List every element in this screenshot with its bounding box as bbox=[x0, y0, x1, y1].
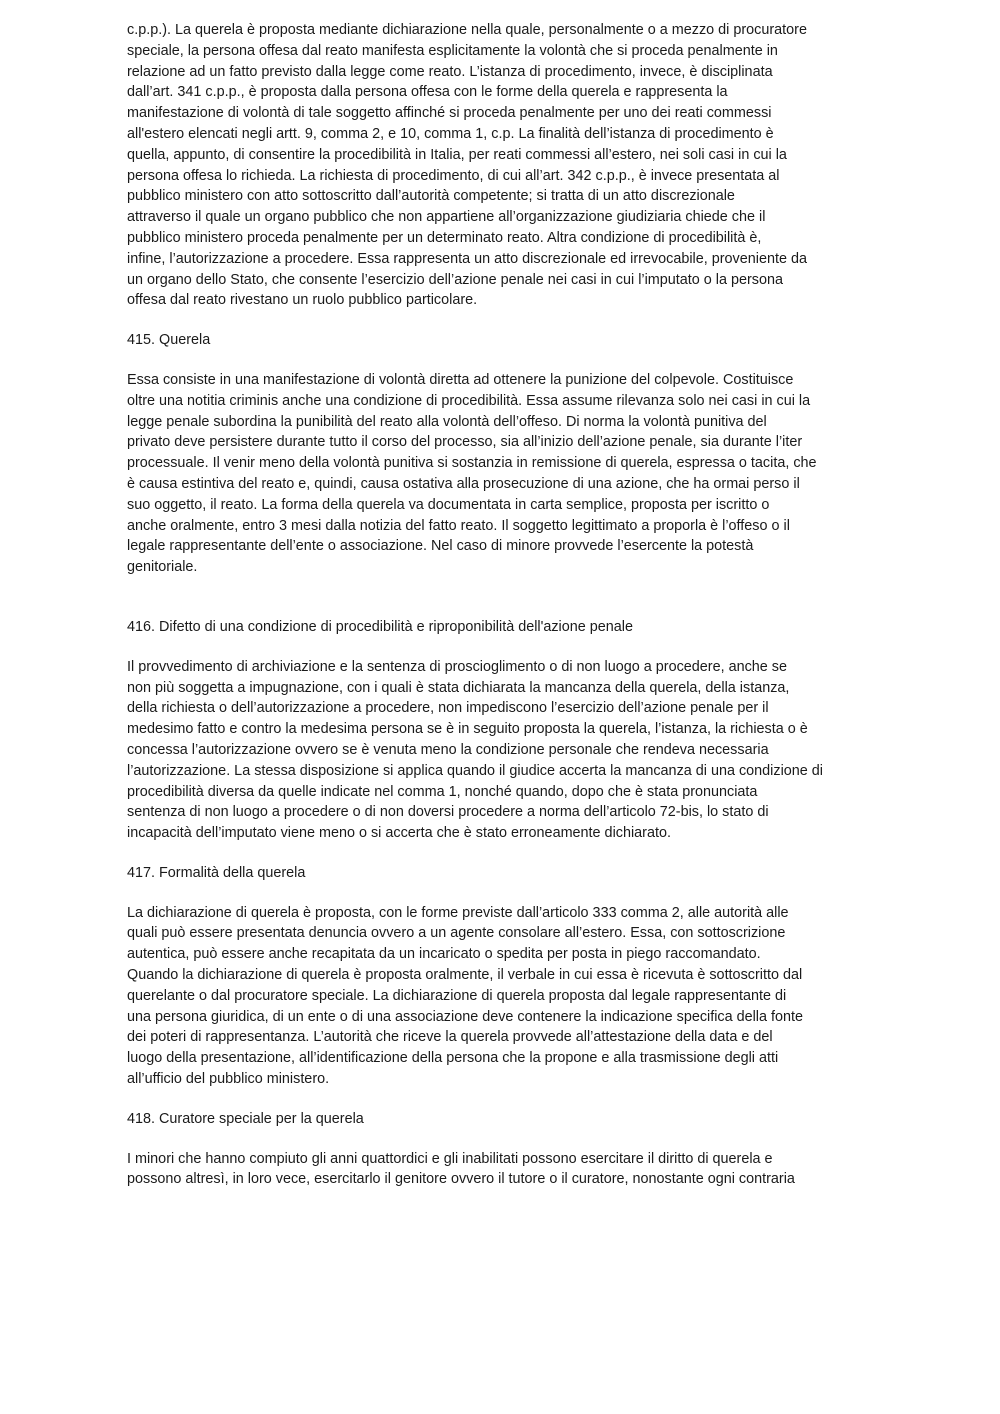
text-line: un organo dello Stato, che consente l’esercizio dell’azione penale nei casi in cui l’imputato o la persona bbox=[127, 271, 783, 288]
text-line: Il provvedimento di archiviazione e la sentenza di proscioglimento o di non luogo a procedere, anche se bbox=[127, 658, 787, 675]
text-line: quella, appunto, di consentire la procedibilità in Italia, per reati commessi all’estero, nei soli casi in cui la bbox=[127, 146, 787, 163]
section-heading-417: 417. Formalità della querela bbox=[127, 864, 306, 881]
text-line: procedibilità diversa da quelle indicate nel comma 1, nonché quando, dopo che è stata pronunciata bbox=[127, 783, 758, 800]
section-heading-418: 418. Curatore speciale per la querela bbox=[127, 1110, 364, 1127]
intro-paragraph bbox=[127, 20, 869, 311]
text-line: persona offesa lo richieda. La richiesta di procedimento, di cui all’art. 342 c.p.p., è invece presentata al bbox=[127, 167, 780, 184]
text-line: La dichiarazione di querela è proposta, con le forme previste dall’articolo 333 comma 2, alle autorità alle bbox=[127, 904, 789, 921]
text-line: incapacità dell’imputato viene meno o si accerta che è stato erroneamente dichiarato. bbox=[127, 825, 671, 842]
text-line: privato deve persistere durante tutto il corso del processo, sia all’inizio dell’azione penale, sia durante l’iter bbox=[127, 434, 803, 451]
text-line: medesimo fatto e contro la medesima persona se è in seguito proposta la querela, l’istanza, la richiesta o è bbox=[127, 721, 808, 738]
text-line: manifestazione di volontà di tale soggetto affinché si proceda penalmente per uno dei reati commessi bbox=[127, 105, 772, 122]
text-line: è causa estintiva del reato e, quindi, causa ostativa alla prosecuzione di una azione, che ha ormai perso il bbox=[127, 475, 800, 492]
section-body-416 bbox=[127, 657, 869, 844]
text-line: dei poteri di rappresentanza. L’autorità che riceve la querela provvede all’attestazione della data e del bbox=[127, 1029, 773, 1046]
text-line: luogo della presentazione, all’identificazione della persona che la propone e alla trasmissione degli atti bbox=[127, 1050, 779, 1067]
text-line: pubblico ministero con atto sottoscritto dall’autorità competente; si tratta di un atto discrezionale bbox=[127, 188, 735, 205]
text-line: quali può essere presentata denuncia ovvero a un agente consolare all’estero. Essa, con sottoscrizione bbox=[127, 925, 786, 942]
text-line: una persona giuridica, di un ente o di una associazione deve contenere la indicazione specifica della fonte bbox=[127, 1008, 804, 1025]
text-line: della richiesta o dell’autorizzazione a procedere, non impediscono l’esercizio dell’azione penale per il bbox=[127, 700, 769, 717]
text-line: non più soggetta a impugnazione, con i quali è stata dichiarata la mancanza della querela, della istanza, bbox=[127, 679, 790, 696]
text-line: autentica, può essere anche recapitata da un incaricato o spedita per posta in piego raccomandato. bbox=[127, 946, 761, 963]
text-line: l’autorizzazione. La stessa disposizione si applica quando il giudice accerta la mancanza di una condizione di bbox=[127, 762, 823, 779]
text-line: anche oralmente, entro 3 mesi dalla notizia del fatto reato. Il soggetto legittimato a proporla è l’offeso o il bbox=[127, 517, 790, 534]
text-line: Quando la dichiarazione di querela è proposta oralmente, il verbale in cui essa è ricevuta è sottoscritto dal bbox=[127, 967, 803, 984]
text-line: genitoriale. bbox=[127, 559, 198, 576]
text-line: processuale. Il venir meno della volontà punitiva si sostanzia in remissione di querela, espressa o tacita, che bbox=[127, 455, 817, 472]
text-line: Essa consiste in una manifestazione di volontà diretta ad ottenere la punizione del colpevole. Costituisce bbox=[127, 371, 794, 388]
section-body-415 bbox=[127, 370, 869, 578]
text-line: attraverso il quale un organo pubblico che non appartiene all’organizzazione giudiziaria chiede che il bbox=[127, 209, 766, 226]
text-line: legge penale subordina la punibilità del reato alla volontà dell’offeso. Di norma la volontà punitiva del bbox=[127, 413, 767, 430]
text-line: sentenza di non luogo a procedere o di non doversi procedere a norma dell’articolo 72-bis, lo stato di bbox=[127, 804, 769, 821]
text-line: I minori che hanno compiuto gli anni quattordici e gli inabilitati possono esercitare il diritto di querela e bbox=[127, 1150, 773, 1167]
section-body-417 bbox=[127, 903, 869, 1090]
text-line: concessa l’autorizzazione ovvero se è venuta meno la condizione personale che rendeva necessaria bbox=[127, 741, 769, 758]
text-line: oltre una notitia criminis anche una condizione di procedibilità. Essa assume rilevanza solo nei casi in cui la bbox=[127, 392, 811, 409]
text-line: suo oggetto, il reato. La forma della querela va documentata in carta semplice, proposta per iscritto o bbox=[127, 496, 770, 513]
text-line: possono altresì, in loro vece, esercitarlo il genitore ovvero il tutore o il curatore, nonostante ogni contraria bbox=[127, 1171, 795, 1188]
text-line: c.p.p.). La querela è proposta mediante dichiarazione nella quale, personalmente o a mezzo di procuratore bbox=[127, 22, 807, 38]
text-line: querelante o dal procuratore speciale. La dichiarazione di querela proposta dal legale rappresentante di bbox=[127, 987, 787, 1004]
text-line: dall’art. 341 c.p.p., è proposta dalla persona offesa con le forme della querela e rappresenta la bbox=[127, 84, 728, 101]
text-line: legale rappresentante dell’ente o associazione. Nel caso di minore provvede l’esercente la potestà bbox=[127, 538, 754, 555]
text-line: infine, l’autorizzazione a procedere. Essa rappresenta un atto discrezionale ed irrevocabile, proveniente da bbox=[127, 250, 807, 267]
section-heading-415: 415. Querela bbox=[127, 332, 211, 349]
text-line: speciale, la persona offesa dal reato manifesta esplicitamente la volontà che si proceda penalmente in bbox=[127, 42, 778, 59]
section-body-418 bbox=[127, 1149, 869, 1191]
text-line: offesa dal reato rivestano un ruolo pubblico particolare. bbox=[127, 292, 478, 309]
text-line: all'estero elencati negli artt. 9, comma 2, e 10, comma 1, c.p. La finalità dell’istanza di procedimento è bbox=[127, 125, 774, 142]
text-line: pubblico ministero proceda penalmente per un determinato reato. Altra condizione di procedibilità è, bbox=[127, 229, 762, 246]
text-line: all’ufficio del pubblico ministero. bbox=[127, 1071, 330, 1088]
text-line: relazione ad un fatto previsto dalla legge come reato. L’istanza di procedimento, invece, è disciplinata bbox=[127, 63, 773, 80]
document-page bbox=[127, 20, 869, 1190]
section-heading-416: 416. Difetto di una condizione di procedibilità e riproponibilità dell'azione penale bbox=[127, 618, 633, 635]
